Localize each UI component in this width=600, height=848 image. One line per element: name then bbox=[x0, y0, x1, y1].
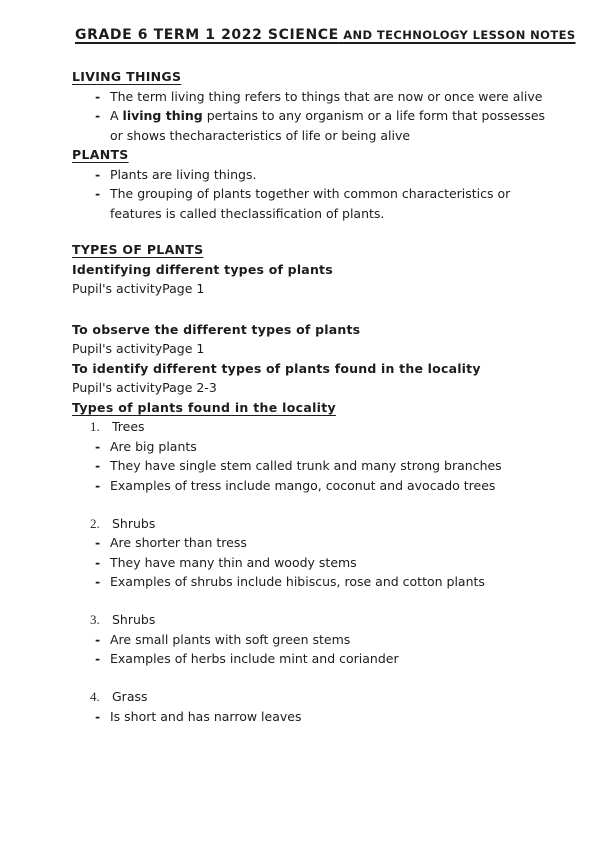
title-main: GRADE 6 TERM 1 2022 SCIENCE bbox=[75, 27, 339, 43]
bullet-item bbox=[95, 456, 600, 476]
numbered-item-shrubs bbox=[90, 514, 600, 534]
heading-types-of-plants: TYPES OF PLANTS bbox=[72, 242, 204, 257]
document-title-text bbox=[75, 24, 576, 43]
bullet-item bbox=[95, 533, 600, 553]
bullet-text: Is short and has narrow leaves bbox=[110, 708, 302, 724]
bullet-item bbox=[95, 649, 600, 669]
item-name: Shrubs bbox=[112, 515, 156, 531]
bullet-item bbox=[95, 87, 600, 107]
bullet-dash: - bbox=[95, 108, 101, 123]
item-number: 1. bbox=[90, 419, 100, 434]
bullet-item bbox=[95, 630, 600, 650]
line-to-observe: To observe the different types of plants bbox=[72, 321, 361, 337]
bullet-dash: - bbox=[95, 554, 101, 570]
bullet-text-bold: living thing bbox=[122, 108, 203, 123]
numbered-item-grass bbox=[90, 687, 600, 707]
item-number: 2. bbox=[90, 515, 100, 531]
bullet-text: Are big plants bbox=[110, 438, 197, 454]
item-name: Trees bbox=[112, 419, 145, 434]
bullet-item bbox=[95, 106, 600, 145]
bullet-item bbox=[95, 165, 600, 185]
bullet-dash: - bbox=[95, 438, 101, 454]
bullet-text-post: pertains to any organism or a life form that possesses or shows thecharacteristics of life or being alive bbox=[110, 108, 546, 143]
line-pupils-activity-3: Pupil's activityPage 2-3 bbox=[72, 380, 217, 395]
line-pupils-activity-2: Pupil's activityPage 1 bbox=[72, 341, 205, 356]
numbered-item-herbs bbox=[90, 610, 600, 630]
bullet-dash: - bbox=[95, 651, 101, 666]
bullet-dash: - bbox=[95, 535, 101, 550]
bullet-dash: - bbox=[95, 574, 101, 589]
bullet-dash: - bbox=[95, 458, 101, 473]
bullet-text-pre: A bbox=[110, 108, 123, 123]
bullet-item bbox=[95, 572, 600, 592]
item-name: Shrubs bbox=[112, 612, 156, 627]
bullet-text bbox=[110, 106, 548, 145]
item-number: 3. bbox=[90, 612, 100, 627]
subheading-plants-locality: Types of plants found in the locality bbox=[72, 399, 336, 415]
bullet-item bbox=[95, 184, 600, 223]
bullet-text: Are shorter than tress bbox=[110, 535, 247, 550]
bullet-text: Plants are living things. bbox=[110, 166, 257, 182]
bullet-text: Examples of tress include mango, coconut and avocado trees bbox=[110, 477, 496, 493]
heading-plants: PLANTS bbox=[72, 147, 129, 162]
line-identifying: Identifying different types of plants bbox=[72, 261, 333, 277]
bullet-dash: - bbox=[95, 88, 101, 104]
bullet-dash: - bbox=[95, 631, 101, 647]
document-title bbox=[75, 24, 576, 45]
title-subtitle: AND TECHNOLOGY LESSON NOTES bbox=[338, 28, 576, 42]
line-to-identify: To identify different types of plants found in the locality bbox=[72, 360, 481, 376]
line-pupils-activity-1: Pupil's activityPage 1 bbox=[72, 281, 205, 296]
bullet-text: They have single stem called trunk and many strong branches bbox=[110, 458, 502, 473]
bullet-dash: - bbox=[95, 708, 101, 724]
bullet-text: The term living thing refers to things that are now or once were alive bbox=[110, 88, 543, 104]
bullet-item bbox=[95, 707, 600, 727]
bullet-item bbox=[95, 476, 600, 496]
numbered-item-trees bbox=[90, 417, 600, 437]
bullet-text: Are small plants with soft green stems bbox=[110, 631, 351, 647]
bullet-text: The grouping of plants together with common characteristics or features is called theclassification of plants. bbox=[110, 186, 511, 221]
bullet-dash: - bbox=[95, 166, 101, 182]
bullet-dash: - bbox=[95, 477, 101, 493]
item-name: Grass bbox=[112, 689, 148, 704]
bullet-text: They have many thin and woody stems bbox=[110, 554, 357, 570]
bullet-dash: - bbox=[95, 186, 101, 201]
heading-living-things: LIVING THINGS bbox=[72, 69, 182, 84]
bullet-item bbox=[95, 553, 600, 573]
item-number: 4. bbox=[90, 689, 100, 704]
bullet-text: Examples of herbs include mint and coriander bbox=[110, 651, 399, 666]
bullet-text: Examples of shrubs include hibiscus, rose and cotton plants bbox=[110, 574, 485, 589]
bullet-item bbox=[95, 437, 600, 457]
